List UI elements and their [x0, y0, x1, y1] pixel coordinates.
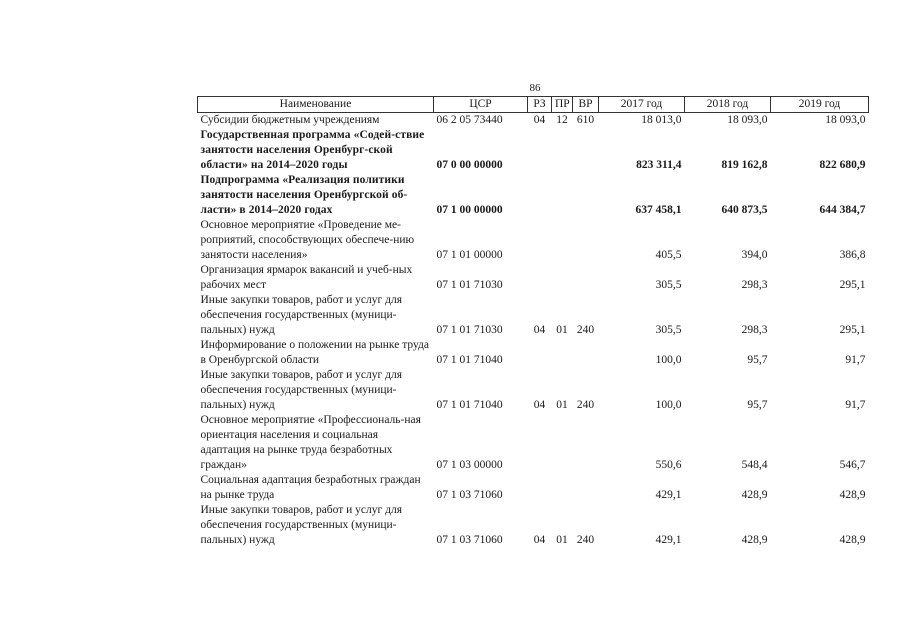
cell-2017: 100,0	[655, 399, 682, 411]
cell-2018: 95,7	[747, 354, 768, 366]
table-row	[198, 218, 869, 263]
cell-pr	[552, 338, 573, 368]
cell-2019: 386,8	[839, 249, 866, 261]
cell-name: Субсидии бюджетным учреждениям	[200, 114, 380, 126]
cell-pr	[552, 128, 573, 173]
cell-2019: 18 093,0	[825, 114, 866, 126]
cell-2019: 428,9	[839, 534, 866, 546]
cell-pr	[552, 173, 573, 218]
cell-vr: 240	[576, 534, 595, 546]
cell-2017: 305,5	[655, 279, 682, 291]
cell-2018: 548,4	[741, 459, 768, 471]
cell-rz	[528, 338, 552, 368]
cell-csr: 07 1 01 71040	[436, 354, 503, 366]
cell-vr: 240	[576, 324, 595, 336]
cell-csr: 07 1 00 00000	[436, 204, 503, 216]
table-row	[198, 503, 869, 548]
cell-vr: 240	[576, 399, 595, 411]
cell-csr: 07 0 00 00000	[436, 159, 503, 171]
cell-rz	[528, 473, 552, 503]
cell-2017: 550,6	[655, 459, 682, 471]
cell-pr: 01	[556, 534, 568, 546]
cell-2018: 18 093,0	[727, 114, 768, 126]
cell-name: Социальная адаптация безработных граждан на рынке труда	[200, 474, 421, 501]
cell-2017: 305,5	[655, 324, 682, 336]
cell-rz	[528, 173, 552, 218]
cell-2019: 644 384,7	[819, 204, 866, 216]
table-row	[198, 173, 869, 218]
cell-pr	[552, 218, 573, 263]
header-csr: ЦСР	[434, 97, 528, 113]
header-row	[198, 97, 869, 113]
cell-csr: 07 1 01 71030	[436, 279, 503, 291]
cell-rz	[528, 263, 552, 293]
cell-pr: 01	[556, 399, 568, 411]
header-2018: 2018 год	[685, 97, 771, 113]
cell-2018: 428,9	[741, 489, 768, 501]
cell-2017: 405,5	[655, 249, 682, 261]
cell-2019: 295,1	[839, 324, 866, 336]
cell-2019: 91,7	[845, 399, 866, 411]
cell-2017: 100,0	[655, 354, 682, 366]
cell-2019: 295,1	[839, 279, 866, 291]
table-row	[198, 413, 869, 473]
cell-2018: 298,3	[741, 279, 768, 291]
cell-rz: 04	[533, 399, 546, 411]
cell-rz	[528, 413, 552, 473]
cell-vr	[573, 218, 599, 263]
cell-pr	[552, 263, 573, 293]
table-row	[198, 263, 869, 293]
cell-rz	[528, 218, 552, 263]
cell-name: Подпрограмма «Реализация политики занятости населения Оренбургской об-ласти» в 2014–2020 годах	[200, 174, 408, 216]
cell-csr: 07 1 01 00000	[436, 249, 503, 261]
cell-vr	[573, 128, 599, 173]
cell-2018: 394,0	[741, 249, 768, 261]
cell-2019: 91,7	[845, 354, 866, 366]
table-row	[198, 473, 869, 503]
cell-rz	[528, 128, 552, 173]
cell-2017: 18 013,0	[641, 114, 682, 126]
header-rz: РЗ	[528, 97, 552, 113]
cell-2017: 429,1	[655, 534, 682, 546]
cell-2017: 823 311,4	[636, 159, 682, 171]
cell-name: Иные закупки товаров, работ и услуг для обеспечения государственных (муници-пальных) нужд	[200, 369, 402, 411]
cell-pr	[552, 473, 573, 503]
cell-2018: 298,3	[741, 324, 768, 336]
cell-pr: 01	[556, 324, 568, 336]
cell-vr	[573, 338, 599, 368]
header-2017: 2017 год	[599, 97, 685, 113]
cell-2018: 640 873,5	[721, 204, 768, 216]
cell-csr: 07 1 01 71030	[436, 324, 503, 336]
cell-2018: 428,9	[741, 534, 768, 546]
table-row	[198, 368, 869, 413]
cell-rz: 04	[533, 114, 546, 126]
cell-csr: 07 1 01 71040	[436, 399, 503, 411]
cell-2019: 546,7	[839, 459, 866, 471]
cell-vr	[573, 263, 599, 293]
cell-name: Организация ярмарок вакансий и учеб-ных рабочих мест	[200, 264, 413, 291]
cell-2017: 637 458,1	[635, 204, 682, 216]
table-body	[198, 113, 869, 549]
cell-vr	[573, 413, 599, 473]
cell-2019: 428,9	[839, 489, 866, 501]
header-2019: 2019 год	[771, 97, 869, 113]
page-number: 86	[529, 82, 541, 94]
header-pr: ПР	[552, 97, 573, 113]
cell-csr: 07 1 03 71060	[436, 489, 503, 501]
cell-name: Основное мероприятие «Проведение ме-роприятий, способствующих обеспече-нию занятости населения»	[200, 219, 415, 261]
cell-vr	[573, 173, 599, 218]
cell-name: Иные закупки товаров, работ и услуг для обеспечения государственных (муници-пальных) нужд	[200, 504, 402, 546]
cell-csr: 06 2 05 73440	[436, 114, 503, 126]
cell-pr: 12	[556, 114, 568, 126]
header-name: Наименование	[198, 97, 434, 113]
cell-vr	[573, 473, 599, 503]
cell-rz: 04	[533, 534, 546, 546]
cell-name: Иные закупки товаров, работ и услуг для обеспечения государственных (муници-пальных) нужд	[200, 294, 402, 336]
cell-rz: 04	[533, 324, 546, 336]
cell-name: Информирование о положении на рынке труда в Оренбургской области	[200, 339, 429, 366]
cell-name: Государственная программа «Содей-ствие занятости населения Оренбург-ской области» на 2014–2020 годы	[200, 129, 425, 171]
table-row	[198, 338, 869, 368]
cell-2017: 429,1	[655, 489, 682, 501]
cell-csr: 07 1 03 71060	[436, 534, 503, 546]
budget-table	[197, 96, 869, 548]
cell-name: Основное мероприятие «Профессиональ-ная ориентация населения и социальная адаптация на рынке труда безработных граждан»	[200, 414, 421, 471]
cell-2019: 822 680,9	[819, 159, 866, 171]
cell-vr: 610	[576, 114, 595, 126]
table-row	[198, 128, 869, 173]
header-vr: ВР	[573, 97, 599, 113]
table-row	[198, 293, 869, 338]
cell-2018: 95,7	[747, 399, 768, 411]
cell-csr: 07 1 03 00000	[436, 459, 503, 471]
cell-pr	[552, 413, 573, 473]
cell-2018: 819 162,8	[721, 159, 768, 171]
table-row	[198, 113, 869, 129]
table-header	[198, 97, 869, 113]
